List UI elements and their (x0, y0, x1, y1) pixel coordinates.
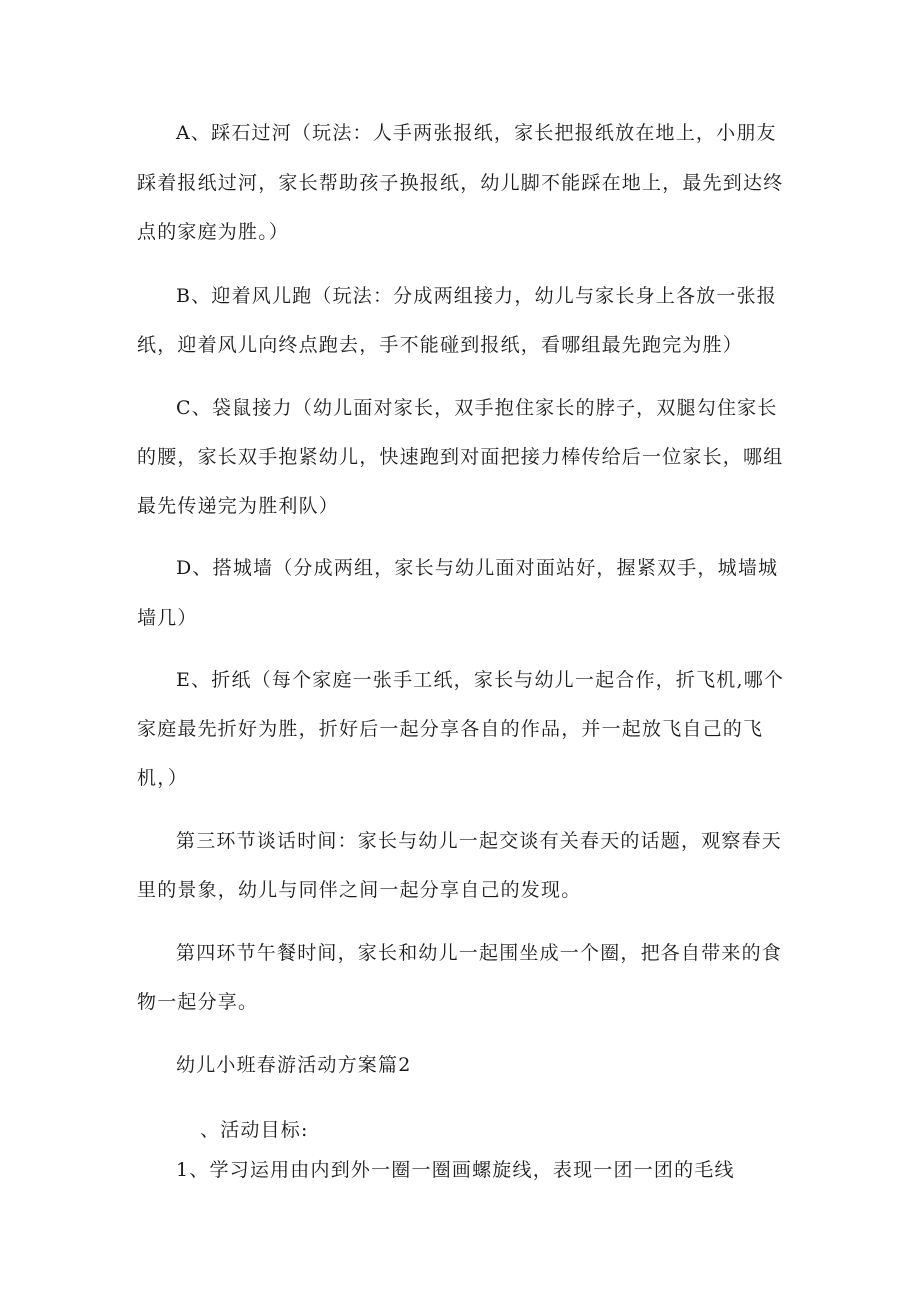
goal-1: 1、学习运用由内到外一圈一圈画螺旋线，表现一团一团的毛线 (176, 1159, 735, 1181)
item-d-line-1: D、搭城墙（分成两组，家长与幼儿面对面站好，握紧双手，城墙城 (176, 557, 779, 579)
section-heading: 幼儿小班春游活动方案篇2 (176, 1054, 412, 1076)
item-c-line-3: 最先传递完为胜利队） (137, 495, 340, 517)
item-a-line-3: 点的家庭为胜。） (137, 221, 290, 243)
item-c-line-2: 的腰，家长双手抱紧幼儿，快速跑到对面把接力棒传给后一位家长，哪组 (137, 446, 784, 468)
item-d-line-2: 墙几） (137, 607, 198, 629)
section-3-line-2: 里的景象，幼儿与同伴之间一起分享自己的发现。 (137, 879, 582, 901)
item-b-line-2: 纸，迎着风儿向终点跑去，手不能碰到报纸，看哪组最先跑完为胜） (137, 334, 744, 356)
item-c-line-1: C、袋鼠接力（幼儿面对家长，双手抱住家长的脖子，双腿勾住家长 (176, 397, 778, 419)
item-e-line-3: 机，） (137, 767, 189, 789)
item-a-line-1: A、踩石过河（玩法：人手两张报纸，家长把报纸放在地上，小朋友 (176, 122, 777, 144)
item-a-line-2: 踩着报纸过河，家长帮助孩子换报纸，幼儿脚不能踩在地上，最先到达终 (137, 172, 784, 194)
item-b-line-1: B、迎着风儿跑（玩法：分成两组接力，幼儿与家长身上各放一张报 (176, 285, 777, 307)
item-e-line-1: E、折纸（每个家庭一张手工纸，家长与幼儿一起合作，折飞机,哪个 (176, 669, 785, 691)
goals-heading: 、活动目标: (200, 1119, 309, 1141)
section-3-line-1: 第三环节谈话时间：家长与幼儿一起交谈有关春天的话题，观察春天 (176, 830, 783, 852)
item-e-line-2: 家庭最先折好为胜，折好后一起分享各自的作品，并一起放飞自己的飞 (137, 718, 764, 740)
section-4-line-1: 第四环节午餐时间，家长和幼儿一起围坐成一个圈，把各自带来的食 (176, 942, 783, 964)
section-4-line-2: 物一起分享。 (137, 991, 259, 1013)
